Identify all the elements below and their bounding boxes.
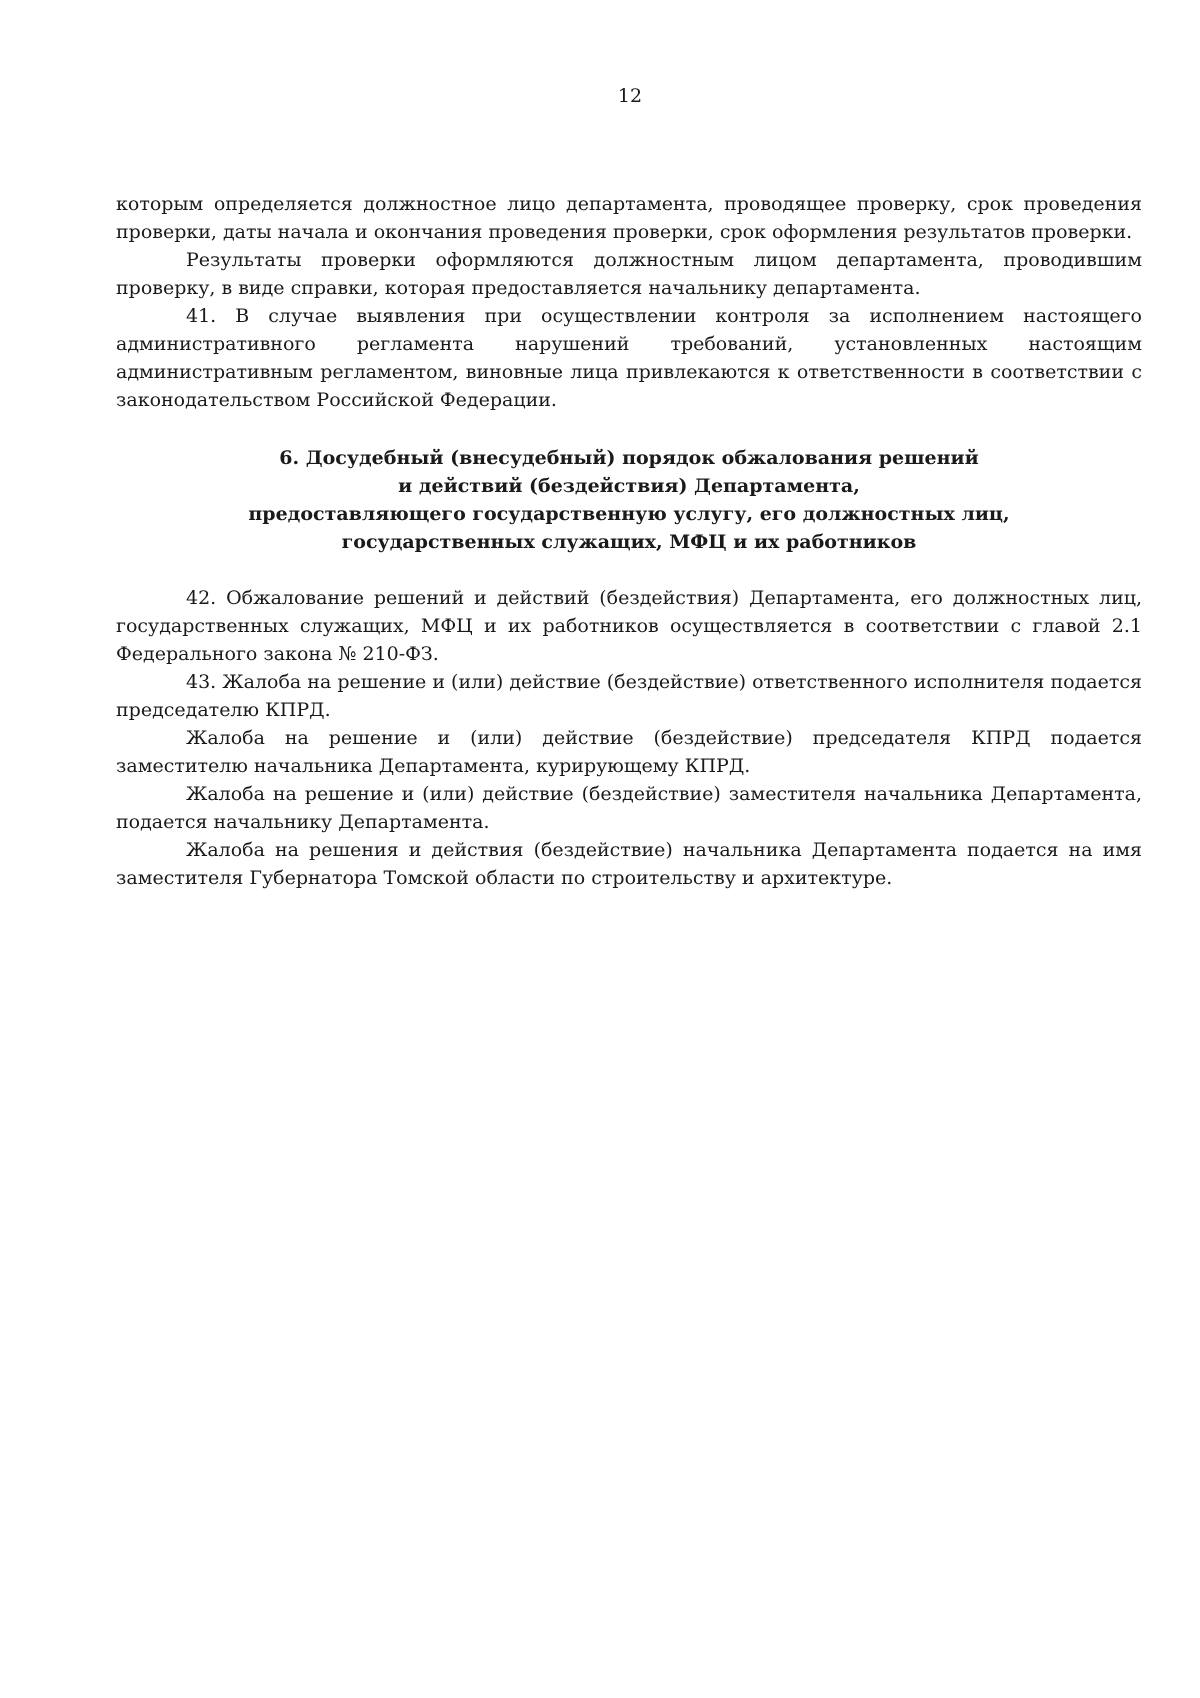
heading-line: государственных служащих, МФЦ и их работников	[341, 531, 917, 553]
paragraph-results: Результаты проверки оформляются должностным лицом департамента, проводившим проверку, в виде справки, которая предоставляется начальнику департамента.	[116, 249, 1142, 299]
heading-line: предоставляющего государственную услугу, его должностных лиц,	[248, 503, 1010, 525]
paragraph-43: 43. Жалоба на решение и (или) действие (бездействие) ответственного исполнителя подается председателю КПРД.	[116, 671, 1142, 721]
paragraph-complaint-head: Жалоба на решения и действия (бездействие) начальника Департамента подается на имя заместителя Губернатора Томской области по строительству и архитектуре.	[116, 839, 1142, 889]
section-6-heading	[116, 444, 1142, 556]
paragraph-41: 41. В случае выявления при осуществлении контроля за исполнением настоящего административного регламента нарушений требований, установленных настоящим административным регламентом, виновные лица привлекаются к ответственности в соответствии с законодательством Российской Федерации.	[116, 305, 1142, 411]
paragraph-complaint-deputy: Жалоба на решение и (или) действие (бездействие) заместителя начальника Департамента, подается начальнику Департамента.	[116, 783, 1142, 833]
heading-line: 6. Досудебный (внесудебный) порядок обжалования решений	[279, 447, 979, 469]
paragraph-complaint-chair: Жалоба на решение и (или) действие (бездействие) председателя КПРД подается заместителю начальника Департамента, курирующему КПРД.	[116, 727, 1142, 777]
document-body	[116, 190, 1142, 892]
page-number: 12	[617, 85, 643, 107]
paragraph-continuation: которым определяется должностное лицо департамента, проводящее проверку, срок проведения проверки, даты начала и окончания проведения проверки, срок оформления результатов проверки.	[116, 193, 1142, 243]
heading-line: и действий (бездействия) Департамента,	[398, 475, 860, 497]
paragraph-42: 42. Обжалование решений и действий (бездействия) Департамента, его должностных лиц, государственных служащих, МФЦ и их работников осуществляется в соответствии с главой 2.1 Федерального закона № 210-ФЗ.	[116, 587, 1142, 665]
